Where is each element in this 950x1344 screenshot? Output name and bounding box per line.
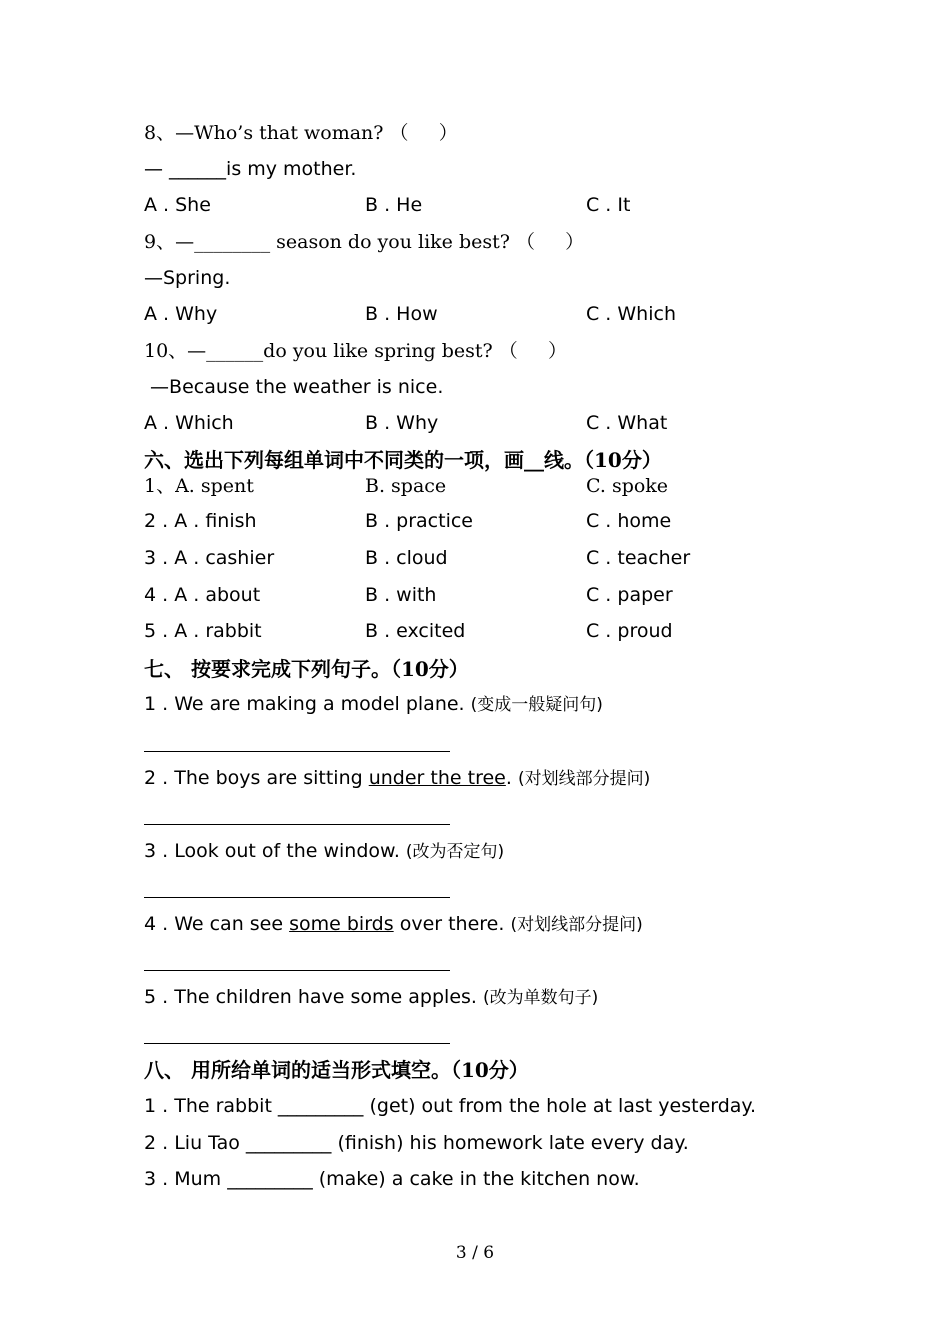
q9-option-b: B . How xyxy=(365,303,438,325)
s7-item5-text: 5 . The children have some apples. xyxy=(144,986,483,1008)
s7-item2 xyxy=(144,766,650,791)
section6-heading: 六、选出下列每组单词中不同类的一项，画__线。（10分） xyxy=(144,448,662,472)
section7-heading: 七、 按要求完成下列句子。（10分） xyxy=(144,657,469,681)
q8-option-b: B . He xyxy=(365,194,423,216)
s7-item2-post: . xyxy=(505,767,518,789)
s6-row4-a: 4 . A . about xyxy=(144,584,261,606)
q10-question: 10、—______do you like spring best? （ ） xyxy=(144,340,567,362)
q8-question: 8、—Who’s that woman? （ ） xyxy=(144,122,458,144)
s7-item4-underlined: some birds xyxy=(289,913,394,935)
s6-row1-a: 1、A. spent xyxy=(144,475,254,497)
s7-item3 xyxy=(144,839,504,864)
q9-question: 9、—________ season do you like best? （ ） xyxy=(144,231,585,253)
s8-item1: 1 . The rabbit _________ (get) out from the hole at last yesterday. xyxy=(144,1095,757,1117)
q8-answer-line: — ______is my mother. xyxy=(144,158,357,180)
s7-item4-hint: (对划线部分提问) xyxy=(510,915,643,935)
s6-row3-c: C . teacher xyxy=(586,547,691,569)
s7-item5-answer-line xyxy=(144,1043,450,1044)
page-number: 3 / 6 xyxy=(455,1243,495,1263)
q9-option-a: A . Why xyxy=(144,303,218,325)
s7-item1-text: 1 . We are making a model plane. xyxy=(144,693,471,715)
s7-item4-pre: 4 . We can see xyxy=(144,913,290,935)
q9-option-c: C . Which xyxy=(586,303,676,325)
s7-item5-hint: (改为单数句子) xyxy=(483,988,599,1008)
s7-item3-hint: (改为否定句) xyxy=(405,842,505,862)
s6-row5-c: C . proud xyxy=(586,620,673,642)
q8-option-c: C . It xyxy=(586,194,631,216)
s6-row5-a: 5 . A . rabbit xyxy=(144,620,262,642)
s7-item1-hint: (变成一般疑问句) xyxy=(470,695,603,715)
q10-option-a: A . Which xyxy=(144,412,234,434)
s6-row3-a: 3 . A . cashier xyxy=(144,547,275,569)
s7-item1-answer-line xyxy=(144,751,450,752)
s7-item2-answer-line xyxy=(144,824,450,825)
q9-answer-line: —Spring. xyxy=(144,267,231,289)
s7-item3-answer-line xyxy=(144,897,450,898)
q8-option-a: A . She xyxy=(144,194,211,216)
s6-row2-b: B . practice xyxy=(365,510,473,532)
q10-option-c: C . What xyxy=(586,412,668,434)
s6-row1-c: C. spoke xyxy=(586,475,669,497)
s6-row4-b: B . with xyxy=(365,584,437,606)
s8-item3: 3 . Mum _________ (make) a cake in the kitchen now. xyxy=(144,1168,640,1190)
s8-item2: 2 . Liu Tao _________ (finish) his homework late every day. xyxy=(144,1132,689,1154)
s7-item2-underlined: under the tree xyxy=(368,767,506,789)
s6-row2-a: 2 . A . finish xyxy=(144,510,257,532)
s6-row4-c: C . paper xyxy=(586,584,673,606)
s7-item4-answer-line xyxy=(144,970,450,971)
s6-row2-c: C . home xyxy=(586,510,672,532)
s7-item2-pre: 2 . The boys are sitting xyxy=(144,767,369,789)
s7-item4 xyxy=(144,912,643,937)
section8-heading: 八、 用所给单词的适当形式填空。（10分） xyxy=(144,1058,529,1082)
s6-row3-b: B . cloud xyxy=(365,547,448,569)
s7-item1 xyxy=(144,692,603,717)
s7-item2-hint: (对划线部分提问) xyxy=(517,769,651,789)
q10-option-b: B . Why xyxy=(365,412,439,434)
s7-item4-post: over there. xyxy=(393,913,511,935)
q10-answer-line: —Because the weather is nice. xyxy=(144,376,444,398)
s6-row1-b: B. space xyxy=(365,475,447,497)
s6-row5-b: B . excited xyxy=(365,620,466,642)
s7-item3-text: 3 . Look out of the window. xyxy=(144,840,406,862)
s7-item5 xyxy=(144,985,598,1010)
